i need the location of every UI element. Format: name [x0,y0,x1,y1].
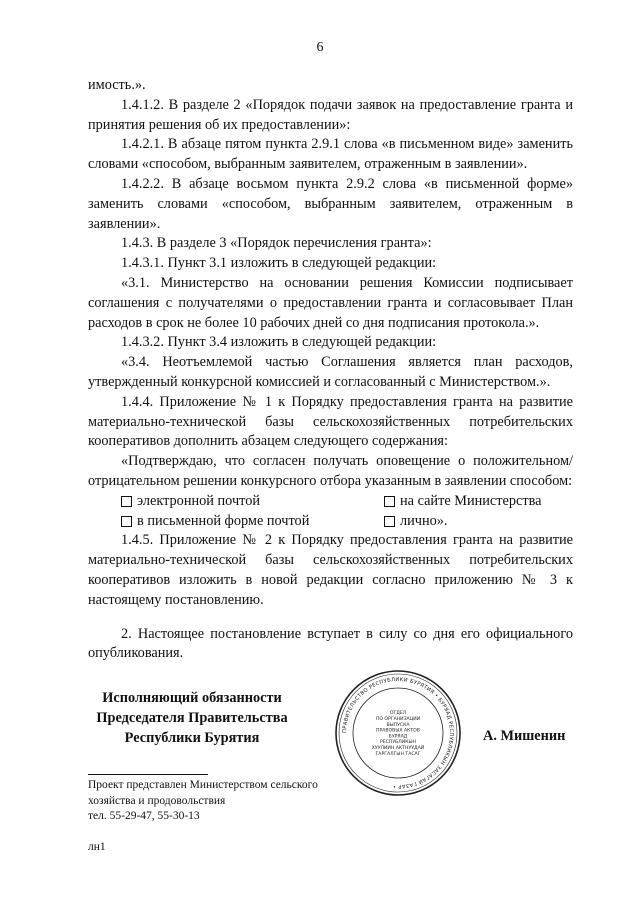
paragraph: 1.4.5. Приложение № 2 к Порядку предоставления гранта на развитие материально-технической базы сельскохозяйственных потребительских кооперативов изложить в новой редакции согласно приложению № 3 к настоящему постановлению. [88,532,573,608]
seal-center-line: ГАРГАЛГЫН ТАСАГ [375,751,421,757]
paragraph: имость.». [88,77,146,93]
signatory-title-line: Республики Бурятия [124,730,260,746]
paragraph: 1.4.2.2. В абзаце восьмом пункта 2.9.2 слова «в письменной форме» заменить словами «способом, выбранным заявителем, отраженным в заявлении». [88,175,573,232]
paragraph: «Подтверждаю, что согласен получать оповещение о положительном/отрицательном решении конкурсного отбора указанным в заявлении способом: [88,453,573,489]
paragraph: 1.4.4. Приложение № 1 к Порядку предоставления гранта на развитие материально-технической базы сельскохозяйственных потребительских кооперативов дополнить абзацем следующего содержания: [88,393,573,450]
seal-center-line: ПРАВОВЫХ АКТОВ [376,728,420,734]
seal-center-line: ХУУЛИИН АКТНУУДАЙ [371,746,425,751]
signatory-title-line: Председателя Правительства [96,710,288,726]
checkbox-icon [384,496,395,507]
final-paragraph: 2. Настоящее постановление вступает в силу со дня его официального опубликования. [88,625,573,662]
footnote [88,778,388,825]
option-website [384,492,604,512]
seal-outer-text: ПРАВИТЕЛЬСТВО РЕСПУБЛИКИ БУРЯТИЯ • БУРЯАД РЕСПУБЛИКЫН ЗАСАГАЙ ГАЗАР • [341,676,455,790]
paragraph-group-after [88,531,573,610]
signatory-name: А. Мишенин [483,728,566,744]
paragraph: 1.4.3.1. Пункт 3.1 изложить в следующей редакции: [121,255,437,272]
seal-center-line: ОТДЕЛ [389,711,407,717]
footnote-divider [88,774,208,775]
option-label: электронной почтой [137,492,260,509]
paragraph: 1.4.3. В разделе 3 «Порядок перечисления гранта»: [121,235,432,252]
signatory-title [82,688,302,748]
page-number: 6 [316,40,324,55]
option-mail [121,512,384,532]
signatory-title-line: Исполняющий обязанности [102,690,282,706]
checkbox-icon [121,496,132,507]
option-email [121,492,384,512]
paragraph: 1.4.2.1. В абзаце пятом пункта 2.9.1 слова «в письменном виде» заменить словами «способом, выбранным заявителем, отраженным в заявлении». [88,136,573,173]
checkbox-options [88,492,573,532]
paragraph: 1.4.3.2. Пункт 3.4 изложить в следующей редакции: [121,334,437,351]
footnote-line: хозяйства и продовольствия [88,794,226,807]
footnote-line: Проект представлен Министерством сельского [88,779,318,791]
seal-center-line: РЕСПУБЛИКЫН [380,740,416,746]
option-label: лично». [400,512,448,529]
paragraph: «3.4. Неотъемлемой частью Соглашения является план расходов, утвержденный конкурсной комиссией и согласованный с Министерством.». [88,354,573,390]
option-label: в письменной форме почтой [137,512,310,529]
checkbox-icon [121,516,132,527]
checkbox-icon [384,516,395,527]
paragraph-group [88,76,573,492]
paragraph: «3.1. Министерство на основании решения Комиссии подписывает соглашения с получателями о предоставлении гранта и согласовывает План расходов в срок не более 10 рабочих дней со дня подписания протокола.». [88,274,573,331]
seal-center-line: ПО ОРГАНИЗАЦИИ [375,717,421,722]
document-body [88,76,573,664]
option-label: на сайте Министерства [400,492,542,509]
seal-center-line: БУРЯАД [388,734,408,740]
footnote-line: тел. 55-29-47, 55-30-13 [88,810,200,822]
seal-center-line: ВЫПУСКА [386,722,410,728]
document-code: лн1 [88,841,106,853]
option-in-person [384,512,604,532]
paragraph: 1.4.1.2. В разделе 2 «Порядок подачи заявок на предоставление гранта и принятия решения об их предоставлении»: [88,96,573,133]
